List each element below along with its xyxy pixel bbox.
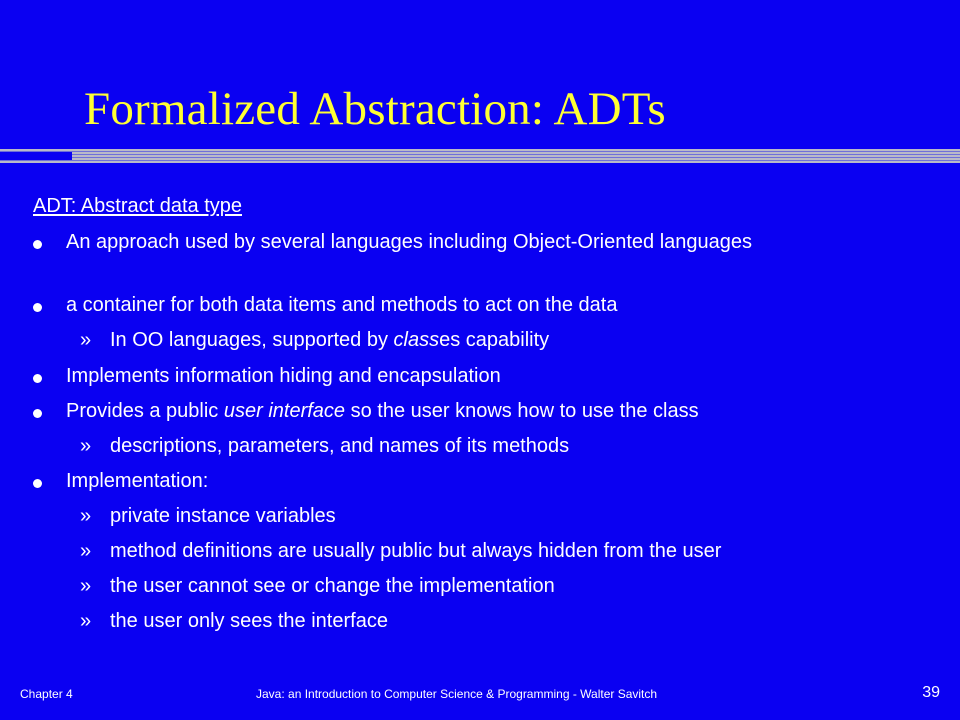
sub-bullet-item — [80, 539, 721, 564]
sub-bullet-text: the user cannot see or change the implementation — [110, 575, 555, 597]
sub-bullet-text: descriptions, parameters, and names of its methods — [110, 435, 570, 457]
bullet-text: a container for both data items and methods to act on the data — [66, 294, 618, 316]
bullet-dot-icon — [33, 409, 42, 418]
sub-bullet-text: private instance variables — [110, 505, 336, 527]
sub-bullet-text-part: es capability — [439, 329, 550, 351]
bullet-text: An approach used by several languages including Object-Oriented languages — [66, 231, 753, 253]
sub-bullet-marker: » — [80, 435, 92, 457]
title-divider — [0, 149, 960, 163]
sub-bullet-text-part: In OO languages, supported by — [110, 329, 394, 351]
bullet-dot-icon — [33, 240, 42, 249]
sub-bullet-item — [80, 434, 569, 459]
sub-bullet-marker: » — [80, 505, 92, 527]
footer-course: Java: an Introduction to Computer Science & Programming - Walter Savitch — [256, 687, 658, 701]
bullet-text-part: Provides a public — [66, 400, 224, 422]
bullet-text: Implementation: — [66, 470, 209, 492]
bullet-text-part: so the user knows how to use the class — [345, 400, 699, 422]
sub-bullet-marker: » — [80, 329, 92, 351]
sub-bullet-text-italic: class — [393, 329, 440, 351]
title-divider-gap — [0, 152, 72, 160]
footer-chapter: Chapter 4 — [20, 687, 73, 701]
footer-page-number: 39 — [922, 684, 940, 701]
sub-bullet-marker: » — [80, 575, 92, 597]
bullet-text — [66, 399, 926, 424]
sub-bullet-marker: » — [80, 610, 92, 632]
bullet-dot-icon — [33, 303, 42, 312]
sub-bullet-text: method definitions are usually public but always hidden from the user — [110, 540, 722, 562]
bullet-dot-icon — [33, 374, 42, 383]
sub-bullet-item — [80, 609, 388, 634]
bullet-text-italic: user interface — [223, 400, 346, 422]
sub-bullet-item — [80, 574, 555, 599]
slide-title: Formalized Abstraction: ADTs — [84, 83, 666, 135]
sub-bullet-item — [80, 504, 336, 529]
slide-heading: ADT: Abstract data type — [33, 195, 242, 217]
sub-bullet-marker: » — [80, 540, 92, 562]
bullet-text: Implements information hiding and encapsulation — [66, 365, 501, 387]
sub-bullet-text: the user only sees the interface — [110, 610, 388, 632]
bullet-dot-icon — [33, 479, 42, 488]
sub-bullet-item — [80, 328, 549, 353]
